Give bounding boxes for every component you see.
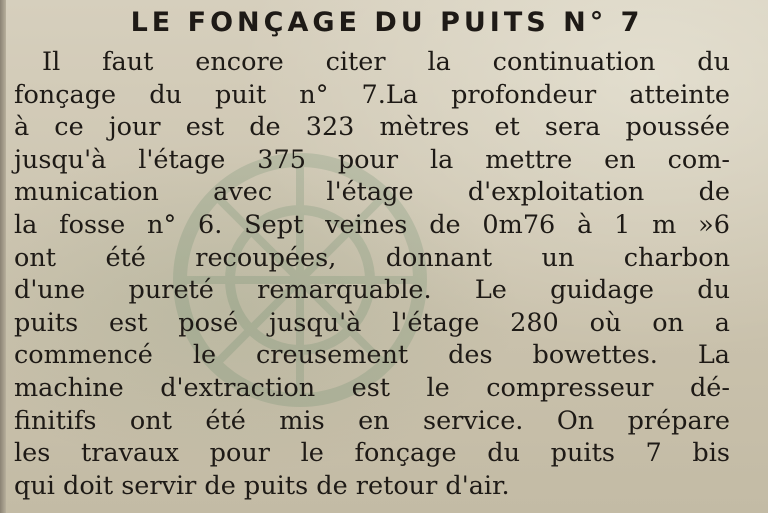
article-line: ont été recoupées, donnant un charbon (14, 242, 730, 273)
article-line: puits est posé jusqu'à l'étage 280 où on a (14, 307, 730, 338)
article-line: jusqu'à l'étage 375 pour la mettre en com- (14, 144, 730, 175)
article-line: d'une pureté remarquable. Le guidage du (14, 275, 730, 306)
article-line: Il faut encore citer la continuation du (42, 47, 730, 77)
article-line: munication avec l'étage d'exploitation de (14, 177, 730, 208)
article-line: qui doit servir de puits de retour d'air. (14, 470, 510, 501)
article-body (14, 46, 730, 502)
newspaper-article (14, 6, 730, 502)
article-line: machine d'extraction est le compresseur dé- (14, 372, 730, 403)
article-headline: LE FONÇAGE DU PUITS N° 7 (130, 7, 644, 38)
article-line: finitifs ont été mis en service. On prépare (14, 405, 730, 436)
article-line: fonçage du puit n° 7.La profondeur atteinte (14, 79, 730, 110)
page-edge-shadow (0, 0, 6, 513)
article-line: à ce jour est de 323 mètres et sera poussée (14, 112, 730, 143)
article-line: la fosse n° 6. Sept veines de 0m76 à 1 m »6 (14, 209, 730, 240)
article-line: commencé le creusement des bowettes. La (14, 340, 730, 371)
article-line: les travaux pour le fonçage du puits 7 bis (14, 438, 730, 469)
